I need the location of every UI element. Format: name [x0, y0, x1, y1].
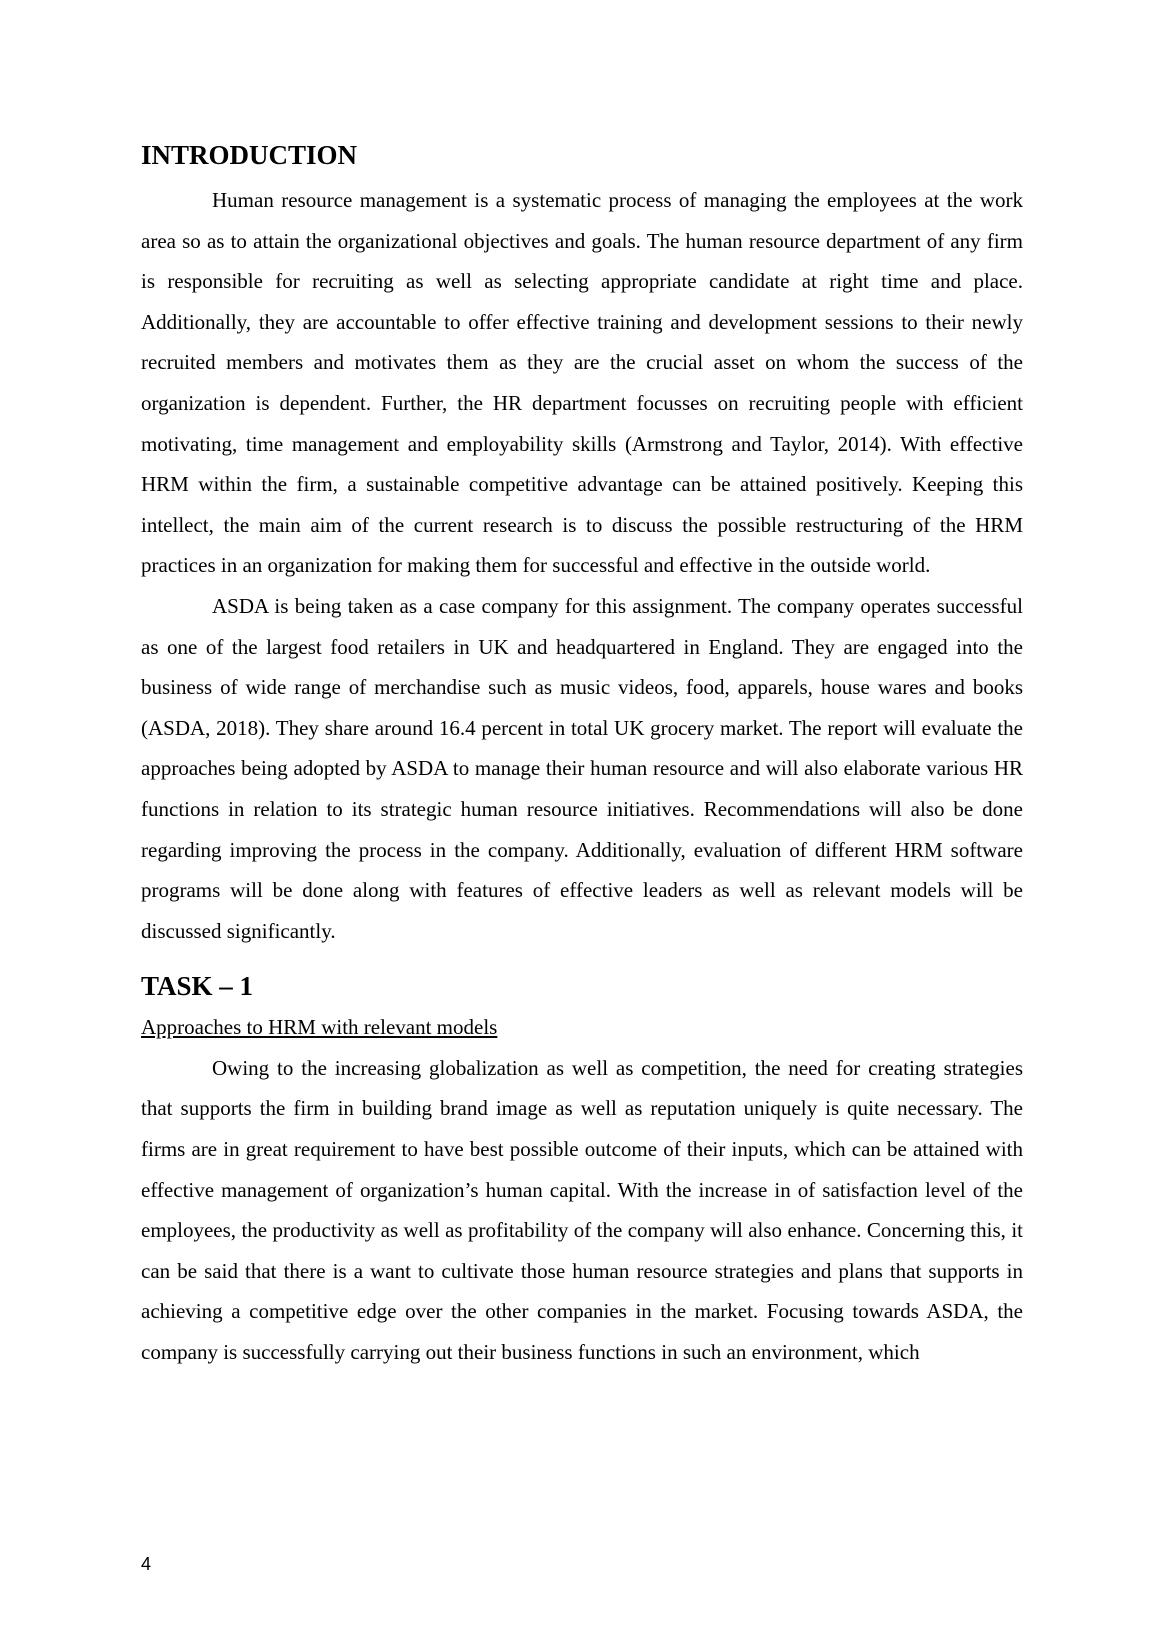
task1-subheading: Approaches to HRM with relevant models: [141, 1015, 498, 1040]
introduction-paragraph-2: ASDA is being taken as a case company for this assignment. The company operates successful as one of the largest food retailers in UK and headquartered in England. They are engaged into the business of wide range of merchandise such as music videos, food, apparels, house wares and books (ASDA, 2018). They share around 16.4 percent in total UK grocery market. The report will evaluate the approaches being adopted by ASDA to manage their human resource and will also elaborate various HR functions in relation to its strategic human resource initiatives. Recommendations will also be done regarding improving the process in the company. Additionally, evaluation of different HRM software programs will be done along with features of effective leaders as well as relevant models will be discussed significantly.: [141, 593, 1023, 943]
introduction-heading: INTRODUCTION: [141, 140, 358, 170]
page-number: 4: [141, 1554, 152, 1574]
task1-paragraph-1: Owing to the increasing globalization as well as competition, the need for creating strategies that supports the firm in building brand image as well as reputation uniquely is quite necessary. The firms are in great requirement to have best possible outcome of their inputs, which can be attained with effective management of organization’s human capital. With the increase in of satisfaction level of the employees, the productivity as well as profitability of the company will also enhance. Concerning this, it can be said that there is a want to cultivate those human resource strategies and plans that supports in achieving a competitive edge over the other companies in the market. Focusing towards ASDA, the company is successfully carrying out their business functions in such an environment, which: [141, 1055, 1023, 1365]
page-content: [141, 138, 1023, 1373]
task1-section: [141, 969, 1023, 1372]
introduction-paragraph-1: Human resource management is a systematic process of managing the employees at the work area so as to attain the organizational objectives and goals. The human resource department of any firm is responsible for recruiting as well as selecting appropriate candidate at right time and place. Additionally, they are accountable to offer effective training and development sessions to their newly recruited members and motivates them as they are the crucial asset on whom the success of the organization is dependent. Further, the HR department focusses on recruiting people with efficient motivating, time management and employability skills (Armstrong and Taylor, 2014). With effective HRM within the firm, a sustainable competitive advantage can be attained positively. Keeping this intellect, the main aim of the current research is to discuss the possible restructuring of the HRM practices in an organization for making them for successful and effective in the outside world.: [141, 188, 1023, 578]
task1-heading: TASK – 1: [141, 971, 254, 1002]
introduction-section: [141, 138, 1023, 951]
